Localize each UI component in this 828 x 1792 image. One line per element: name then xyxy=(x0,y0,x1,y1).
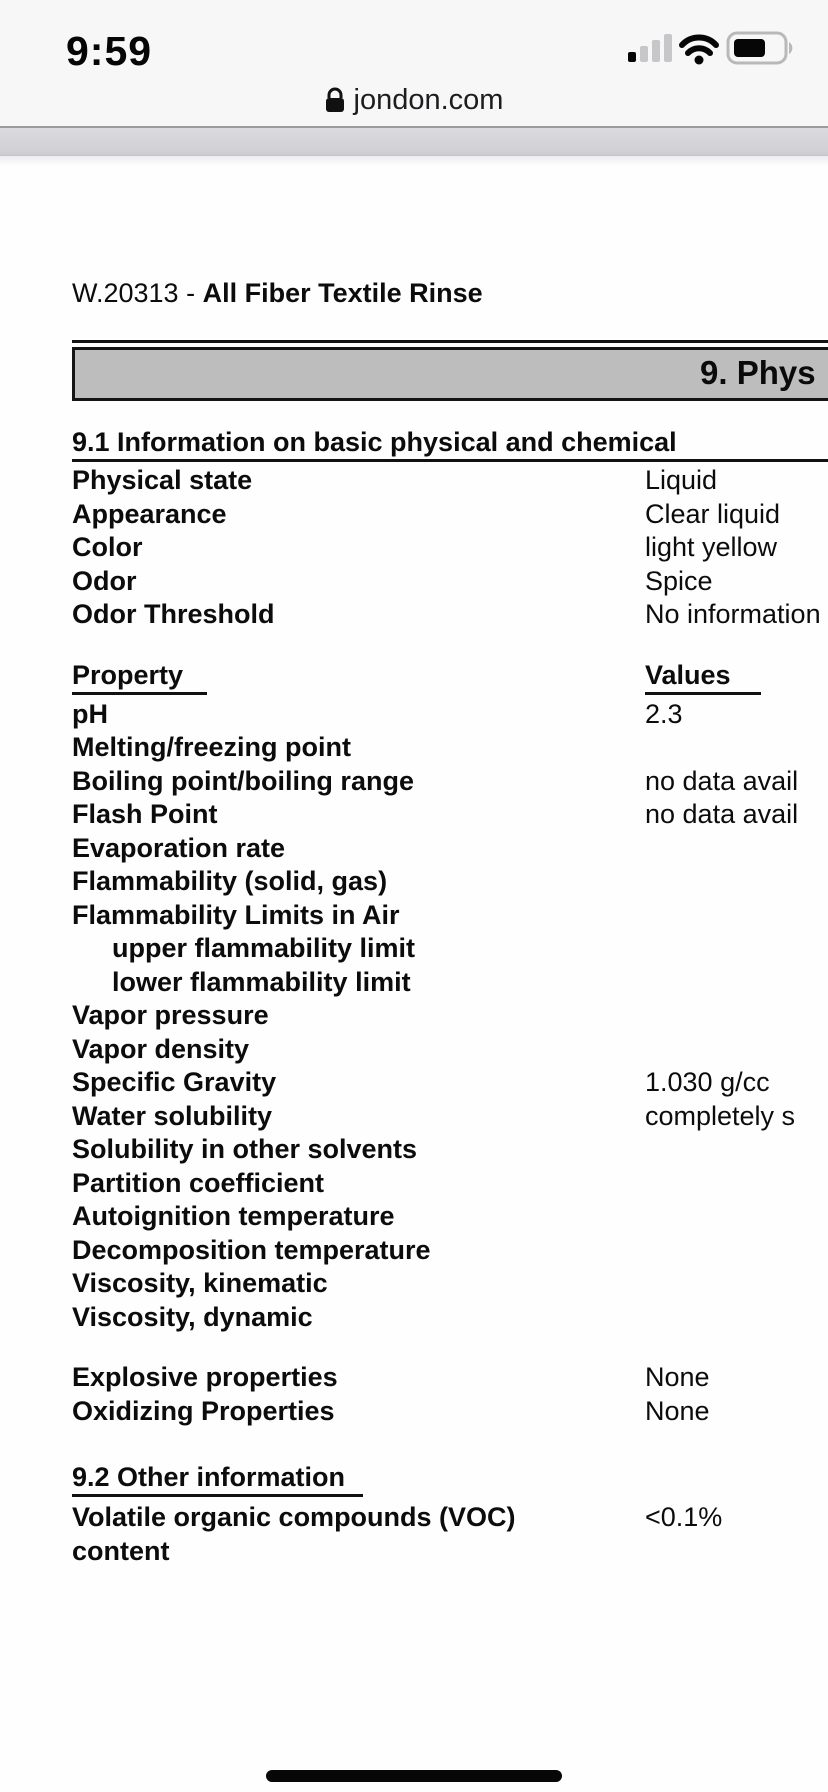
property-label: Viscosity, dynamic xyxy=(72,1301,313,1332)
banner-top-rule xyxy=(72,340,828,343)
property-value xyxy=(645,731,828,765)
property-value xyxy=(645,932,828,966)
property-label: Decomposition temperature xyxy=(72,1234,431,1265)
property-label: Appearance xyxy=(72,498,227,529)
property-label: Color xyxy=(72,532,143,562)
section-9-banner xyxy=(72,340,828,401)
property-row xyxy=(72,966,828,1000)
voc-label-line2: content xyxy=(72,1535,170,1566)
property-value: Liquid xyxy=(645,465,718,495)
browser-chrome xyxy=(0,0,828,126)
home-indicator[interactable] xyxy=(266,1770,562,1782)
sds-document-page xyxy=(0,166,828,1792)
property-label: Partition coefficient xyxy=(72,1167,325,1198)
property-label: Boiling point/boiling range xyxy=(72,765,414,796)
property-value xyxy=(645,1133,828,1167)
property-row xyxy=(72,1200,828,1234)
property-value: completely s xyxy=(645,1100,796,1131)
property-value xyxy=(645,1033,828,1067)
property-value: Clear liquid xyxy=(645,498,781,529)
property-label: Evaporation rate xyxy=(72,832,286,863)
property-row xyxy=(72,1301,828,1335)
property-value: 1.030 g/cc xyxy=(645,1067,770,1097)
property-label: Vapor density xyxy=(72,1033,250,1064)
property-label: Solubility in other solvents xyxy=(72,1134,418,1164)
property-row xyxy=(72,1066,828,1100)
property-row xyxy=(72,1535,828,1569)
status-icons xyxy=(628,30,798,66)
property-value xyxy=(645,1200,828,1234)
page-top-shadow xyxy=(0,156,828,166)
property-row xyxy=(72,932,828,966)
document-title xyxy=(72,276,828,310)
battery-icon xyxy=(728,33,792,63)
extra-properties-list xyxy=(72,1361,828,1428)
property-row xyxy=(72,899,828,933)
property-row xyxy=(72,464,828,498)
property-row xyxy=(72,565,828,599)
property-values-header xyxy=(72,658,828,695)
property-row xyxy=(72,765,828,799)
property-column-header: Property xyxy=(72,658,207,695)
property-value: No information xyxy=(645,599,821,629)
property-value: no data avail xyxy=(645,799,799,829)
property-label: Odor Threshold xyxy=(72,599,275,629)
property-label: Vapor pressure xyxy=(72,1000,269,1030)
property-label: Explosive properties xyxy=(72,1362,338,1392)
property-row xyxy=(72,1267,828,1301)
property-row xyxy=(72,1361,828,1395)
property-row xyxy=(72,1167,828,1201)
property-row xyxy=(72,832,828,866)
section-9-title: 9. Phys xyxy=(700,354,816,391)
property-value xyxy=(645,832,828,866)
property-row xyxy=(72,1133,828,1167)
property-label: lower flammability limit xyxy=(112,966,411,997)
property-label: Odor xyxy=(72,565,137,596)
section-9-2-heading: 9.2 Other information xyxy=(72,1460,828,1497)
banner-box xyxy=(72,347,828,401)
property-row xyxy=(72,1100,828,1134)
address-bar[interactable] xyxy=(0,74,828,126)
collapsed-tab-strip xyxy=(0,126,828,156)
property-value xyxy=(645,899,828,933)
property-label: Viscosity, kinematic xyxy=(72,1268,328,1298)
property-row xyxy=(72,1395,828,1429)
section-9-1-heading: 9.1 Information on basic physical and chemical xyxy=(72,425,828,462)
property-row xyxy=(72,498,828,532)
property-value xyxy=(645,1234,828,1268)
property-label: Oxidizing Properties xyxy=(72,1395,335,1426)
property-row xyxy=(72,865,828,899)
property-row xyxy=(72,598,828,632)
property-value xyxy=(645,1167,828,1201)
property-value xyxy=(645,1267,828,1301)
property-label: Melting/freezing point xyxy=(72,732,351,762)
property-value xyxy=(645,1301,828,1335)
property-row xyxy=(72,531,828,565)
voc-content-rows xyxy=(72,1501,828,1568)
property-value xyxy=(645,999,828,1033)
property-value: 2.3 xyxy=(645,698,683,729)
property-row xyxy=(72,798,828,832)
property-label: Flammability (solid, gas) xyxy=(72,866,388,896)
property-value: no data avail xyxy=(645,765,799,796)
property-label: upper flammability limit xyxy=(112,933,416,963)
property-label: Flammability Limits in Air xyxy=(72,899,400,930)
property-row xyxy=(72,698,828,732)
property-value xyxy=(645,966,828,1000)
voc-label-line1: Volatile organic compounds (VOC) xyxy=(72,1502,516,1532)
property-row xyxy=(72,1234,828,1268)
property-values-list xyxy=(72,698,828,1335)
address-bar-domain: jondon.com xyxy=(353,83,504,116)
property-value: Spice xyxy=(645,565,713,596)
property-value: light yellow xyxy=(645,532,778,562)
property-row xyxy=(72,1501,828,1535)
product-code: W.20313 - xyxy=(72,278,203,308)
property-value: None xyxy=(645,1395,710,1426)
basic-properties-list xyxy=(72,464,828,632)
property-row xyxy=(72,731,828,765)
voc-value: <0.1% xyxy=(645,1502,723,1532)
product-name: All Fiber Textile Rinse xyxy=(202,278,483,308)
property-value: None xyxy=(645,1362,710,1392)
property-label: Specific Gravity xyxy=(72,1067,277,1097)
cellular-signal-icon xyxy=(628,34,672,62)
property-row xyxy=(72,999,828,1033)
values-column-header: Values xyxy=(645,658,761,695)
property-label: pH xyxy=(72,698,108,729)
property-value xyxy=(645,865,828,899)
lock-icon xyxy=(325,87,345,113)
property-label: Physical state xyxy=(72,465,253,495)
property-row xyxy=(72,1033,828,1067)
wifi-icon xyxy=(682,37,716,64)
status-time: 9:59 xyxy=(66,28,153,74)
property-label: Flash Point xyxy=(72,799,218,829)
property-label: Autoignition temperature xyxy=(72,1201,395,1231)
property-label: Water solubility xyxy=(72,1100,273,1131)
